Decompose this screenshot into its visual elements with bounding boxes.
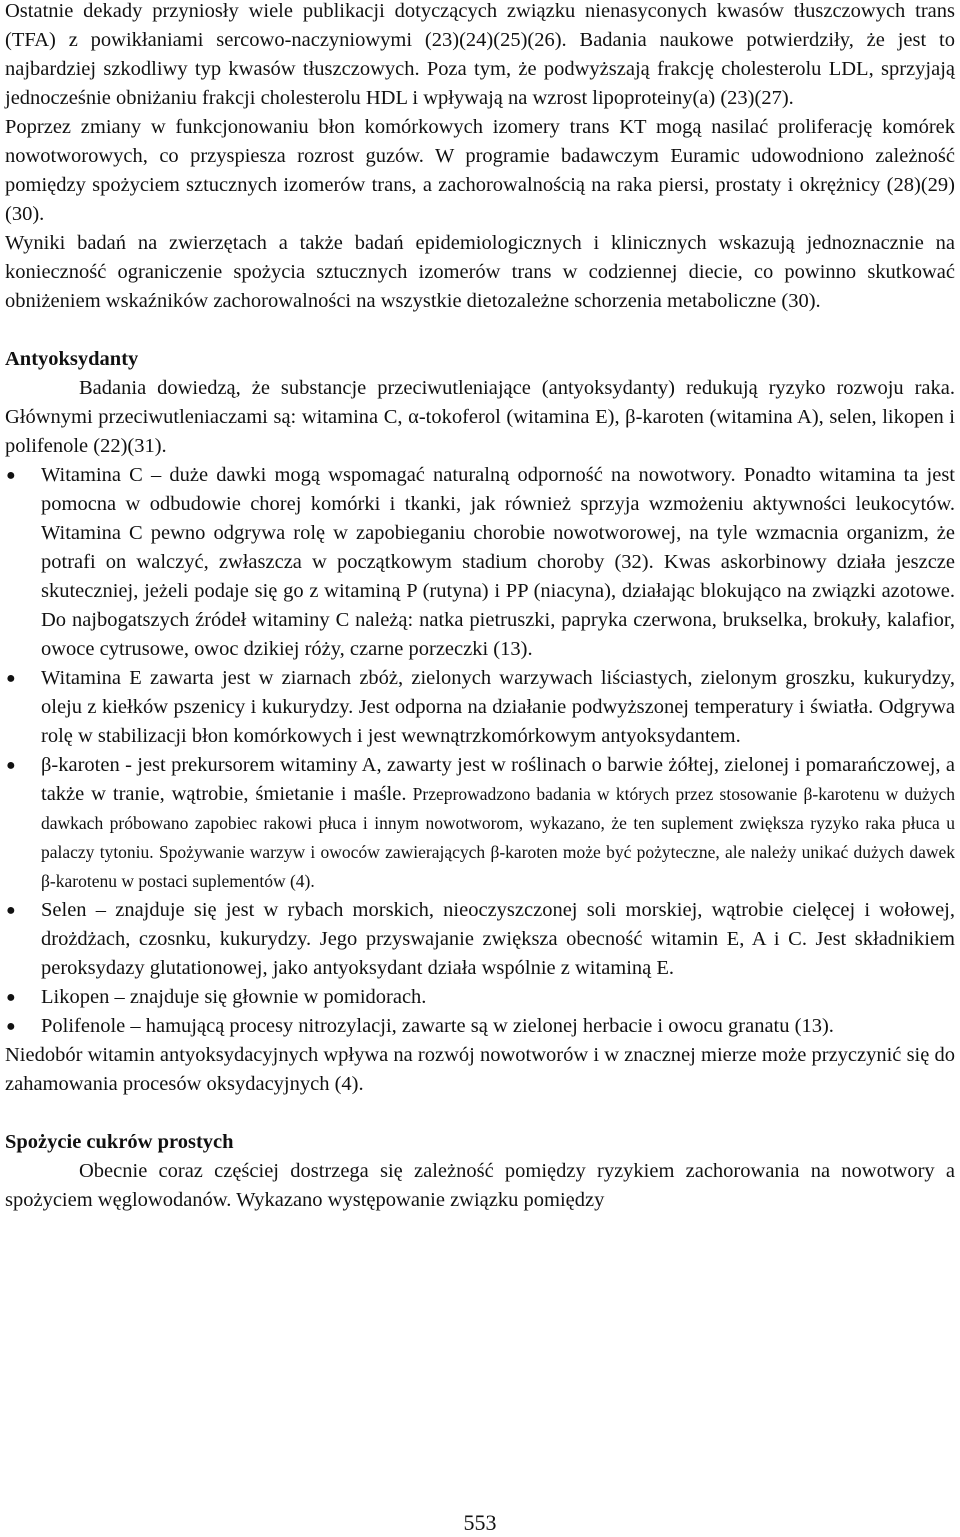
paragraph-antioxidants-closing: Niedobór witamin antyoksydacyjnych wpływa na rozwój nowotworów i w znacznej mierze może przyczynić się do zahamowania procesów oksydacyjnych (4). [5,1044,955,1095]
bullet-icon: ● [6,1018,16,1035]
antioxidants-list [5,461,955,1041]
list-item-selenium [5,896,955,983]
section-gap [5,316,955,345]
paragraph-cell-membranes: Poprzez zmiany w funkcjonowaniu błon komórkowych izomery trans KT mogą nasilać proliferację komórek nowotworowych, co przyspiesza rozrost guzów. W programie badawczym Euramic udowodniono zależność pomiędzy spożyciem sztucznych izomerów trans, a zachorowalnością na raka piersi, prostaty i okrężnicy (28)(29)(30). [5,116,955,225]
list-item-text: Polifenole – hamującą procesy nitrozylacji, zawarte są w zielonej herbacie i owocu granatu (13). [41,1015,834,1037]
paragraph-study-results: Wyniki badań na zwierzętach a także badań epidemiologicznych i klinicznych wskazują jednoznacznie na konieczność ograniczenie spożycia sztucznych izomerów trans w codziennej diecie, co powinno skutkować obniżeniem wskaźników zachorowalności na wszystkie dietozależne schorzenia metaboliczne (30). [5,232,955,312]
bullet-icon: ● [6,989,16,1006]
list-item-text: Witamina E zawarta jest w ziarnach zbóż, zielonych warzywach liściastych, zielonym groszku, kukurydzy, oleju z kiełków pszenicy i kukurydzy. Jest odporna na działanie podwyższonej temperatury i światła. Odgrywa rolę w stabilizacji błon komórkowych i jest wewnątrzkomórkowym antyoksydantem. [41,667,955,747]
section-heading-sugars: Spożycie cukrów prostych [5,1131,234,1153]
list-item-vitamin-e [5,664,955,751]
list-item-vitamin-c [5,461,955,664]
list-item-text: β-karoten - jest prekursorem witaminy A, zawarty jest w roślinach o barwie żółtej, zielonej i pomarańczowej, a także w tranie, wątrobie, śmietanie i maśle. [41,754,955,805]
list-item-text-small: Przeprowadzono badania w których przez stosowanie β-karotenu w dużych dawkach próbowano zapobiec rakowi płuca i innym nowotworom, wykazano, że ten suplement zwiększa ryzyko raka płuca u palaczy tytoniu. Spożywanie warzyw i owoców zawierających β-karoten może być pożyteczne, ale należy unikać dużych dawek β-karotenu w postaci suplementów (4). [41,784,955,891]
section-heading-antioxidants: Antyoksydanty [5,348,139,370]
bullet-icon: ● [6,467,16,484]
list-item-beta-carotene [5,751,955,896]
paragraph-sugars-intro: Obecnie coraz częściej dostrzega się zależność pomiędzy ryzykiem zachorowania na nowotwory a spożyciem węglowodanów. Wykazano występowanie związku pomiędzy [5,1160,955,1211]
list-item-text: Witamina C – duże dawki mogą wspomagać naturalną odporność na nowotwory. Ponadto witamina ta jest pomocna w odbudowie chorej komórki i tkanki, jak również sprzyja wzmożeniu aktywności leukocytów. Witamina C pewno odgrywa rolę w zapobieganiu chorobie nowotworowej, na tyle wzmacnia organizm, że potrafi on walczyć, zwłaszcza w początkowym stadium choroby (32). Kwas askorbinowy działa jeszcze skuteczniej, jeżeli podaje się go z witaminą P (rutyna) i PP (niacyna), działając blokująco na związki azotowe. Do najbogatszych źródeł witaminy C należą: natka pietruszki, papryka czerwona, brukselka, brokuły, kalafior, owoce cytrusowe, owoc dzikiej róży, czarne porzeczki (13). [41,464,955,660]
list-item-polyphenols [5,1012,955,1041]
list-item-text: Likopen – znajduje się głownie w pomidorach. [41,986,427,1008]
list-item-text: Selen – znajduje się jest w rybach morskich, nieoczyszczonej soli morskiej, wątrobie cielęcej i wołowej, drożdżach, czosnku, kukurydzy. Jego przyswajanie zwiększa obecność witamin E, A i C. Jest składnikiem peroksydazy glutationowej, jako antyoksydant działa wspólnie z witaminą E. [41,899,955,979]
page-number: 553 [463,1510,497,1535]
bullet-icon: ● [6,902,16,919]
bullet-icon: ● [6,757,16,774]
list-item-lycopene [5,983,955,1012]
paragraph-antioxidants-intro: Badania dowiedzą, że substancje przeciwutleniające (antyoksydanty) redukują ryzyko rozwoju raka. Głównymi przeciwutleniaczami są: witamina C, α-tokoferol (witamina E), β-karoten (witamina A), selen, likopen i polifenole (22)(31). [5,377,955,457]
bullet-icon: ● [6,670,16,687]
document-page [5,0,955,1215]
section-gap [5,1099,955,1128]
paragraph-trans-fatty-acids: Ostatnie dekady przyniosły wiele publikacji dotyczących związku nienasyconych kwasów tłuszczowych trans (TFA) z powikłaniami sercowo-naczyniowymi (23)(24)(25)(26). Badania naukowe potwierdziły, że jest to najbardziej szkodliwy typ kwasów tłuszczowych. Poza tym, że podwyższają frakcję cholesterolu LDL, sprzyjają jednocześnie obniżaniu frakcji cholesterolu HDL i wpływają na wzrost lipoproteiny(a) (23)(27). [5,0,955,109]
